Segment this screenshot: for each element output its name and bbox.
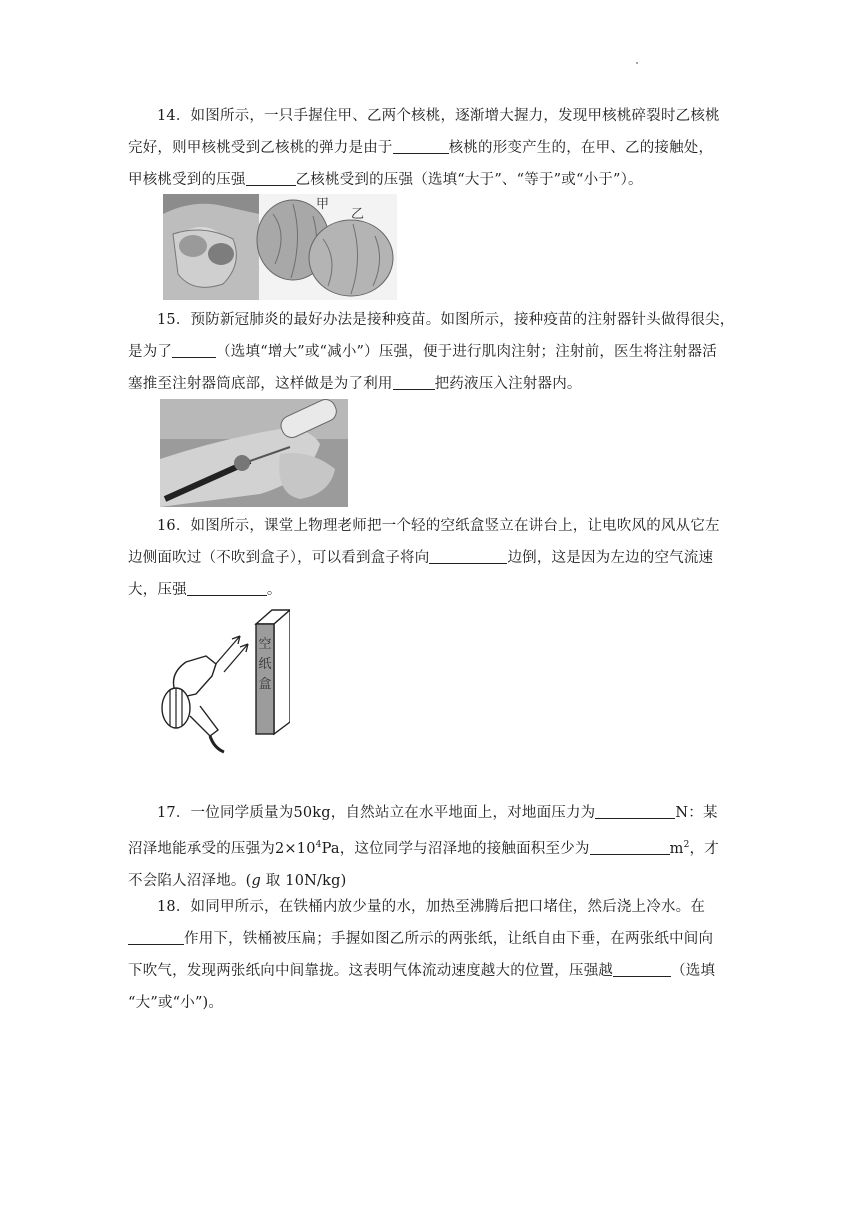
question-16: 16．如图所示，课堂上物理老师把一个轻的空纸盒竖立在讲台上，让电吹风的风从它左 边侧面吹过（不吹到盒子），可以看到盒子将向 边倒，这是因为左边的空气流速 大，压强 。: [128, 518, 720, 598]
q17-blank-1[interactable]: [595, 804, 675, 820]
q17-blank-2[interactable]: [590, 839, 670, 855]
q15-blank-1[interactable]: [172, 343, 216, 359]
walnut-label-yi: 乙: [351, 207, 365, 222]
question-15: 15．预防新冠肺炎的最好办法是接种疫苗。如图所示，接种疫苗的注射器针头做得很尖， 是为了 （选填“增大”或“减小”）压强，便于进行肌肉注射；注射前，医生将注射器活 塞推至注射器筒底部，这样做是为了利用 把药液压入注射器内。: [128, 312, 735, 392]
question-17: 17．一位同学质量为50kg，自然站立在水平地面上，对地面压力为 N：某 沼泽地能承受的压强为$2\times 10^4Pa$，这位同学与沼泽地的接触面积至少为 $m^2$，才 不会陷人沼泽地。(g 取 10N/kg): [128, 805, 719, 889]
q14-line1: 14．如图所示，一只手握住甲、乙两个核桃，逐渐增大握力，发现甲核桃碎裂时乙核桃: [157, 108, 720, 124]
question-18: 18．如同甲所示，在铁桶内放少量的水，加热至沸腾后把口堵住，然后浇上冷水。在 作用下，铁桶被压扁；手握如图乙所示的两张纸，让纸自由下垂，在两张纸中间向 下吹气，发现两张纸向中间靠拢。这表明气体流动速度越大的位置，压强越 （选填 “大”或“小”)。: [128, 899, 716, 1011]
syringe-figure: [160, 399, 348, 507]
q18-blank-1[interactable]: [128, 930, 184, 946]
walnut-label-jia: 甲: [316, 197, 330, 212]
box-label-1: 空: [258, 637, 272, 652]
box-label-3: 盒: [258, 677, 272, 692]
q14-blank-2[interactable]: [246, 171, 296, 187]
q14-blank-1[interactable]: [393, 139, 449, 155]
box-label-2: 纸: [258, 657, 272, 672]
hair-dryer-figure: [160, 606, 290, 756]
q16-blank-2[interactable]: [187, 581, 267, 597]
q18-blank-2[interactable]: [613, 962, 671, 978]
walnut-figure: [163, 194, 397, 300]
question-14: 14．如图所示，一只手握住甲、乙两个核桃，逐渐增大握力，发现甲核桃碎裂时乙核桃 完好，则甲核桃受到乙核桃的弹力是由于 核桃的形变产生的，在甲、乙的接触处， 甲核桃受到的压强 乙核桃受到的压强（选填“大于”、“等于”或“小于”）。: [128, 108, 720, 188]
q15-blank-2[interactable]: [393, 375, 435, 391]
page-mark: [636, 62, 638, 64]
q16-blank-1[interactable]: [429, 549, 507, 565]
